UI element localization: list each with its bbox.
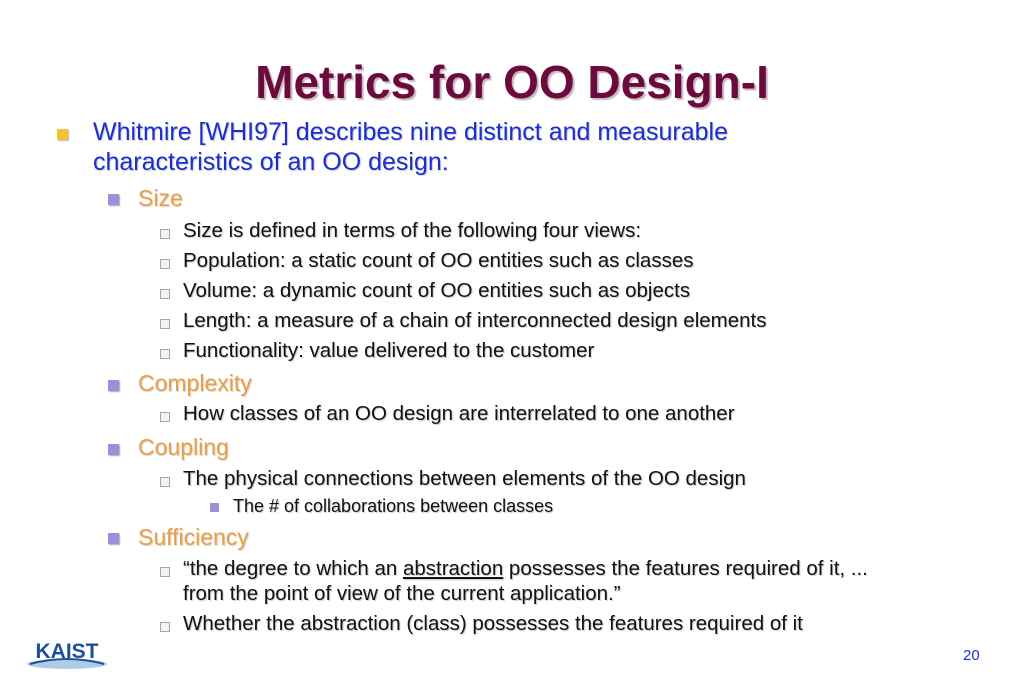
logo-text: KAIST [35,640,99,663]
coupling-item: The physical connections between elements of the OO design [183,467,746,490]
quote-prefix: “the degree to which an [183,557,403,580]
size-item: Functionality: value delivered to the customer [183,339,595,362]
slide-title: Metrics for OO Design-I [255,56,769,108]
bullet-box-icon [160,477,170,487]
bullet-box-icon [160,319,170,329]
bullet-box-icon [160,567,170,577]
size-item: Volume: a dynamic count of OO entities such as objects [183,279,691,302]
heading-sufficiency: Sufficiency [138,524,249,550]
page-number: 20 [963,647,980,664]
heading-complexity: Complexity [138,370,252,396]
quote-suffix: possesses the features required of it, ... [503,557,868,580]
bullet-square-icon [108,380,119,391]
abstraction-link: abstraction [402,557,504,580]
size-item: Length: a measure of a chain of interconnected design elements [183,309,767,332]
heading-coupling: Coupling [138,434,229,460]
bullet-square-icon [108,194,119,205]
bullet-square-icon [57,129,68,140]
sufficiency-item: Whether the abstraction (class) possesses the features required of it [183,612,803,635]
bullet-box-icon [160,289,170,299]
heading-size: Size [138,185,183,211]
bullet-box-icon [160,412,170,422]
kaist-logo [24,634,110,672]
bullet-box-icon [160,622,170,632]
intro-line-2: characteristics of an OO design: [93,148,449,176]
bullet-square-icon [108,444,119,455]
bullet-square-icon [210,503,219,512]
size-item: Size is defined in terms of the following four views: [183,219,642,242]
bullet-square-icon [108,533,119,544]
bullet-box-icon [160,229,170,239]
coupling-subitem: The # of collaborations between classes [233,496,554,516]
bullet-box-icon [160,259,170,269]
complexity-item: How classes of an OO design are interrelated to one another [183,402,735,425]
sufficiency-quote-line-1 [183,557,868,581]
sufficiency-quote-line-2: from the point of view of the current application.” [183,582,621,605]
size-item: Population: a static count of OO entities such as classes [183,249,694,272]
bullet-box-icon [160,349,170,359]
intro-line-1: Whitmire [WHI97] describes nine distinct and measurable [93,118,728,146]
